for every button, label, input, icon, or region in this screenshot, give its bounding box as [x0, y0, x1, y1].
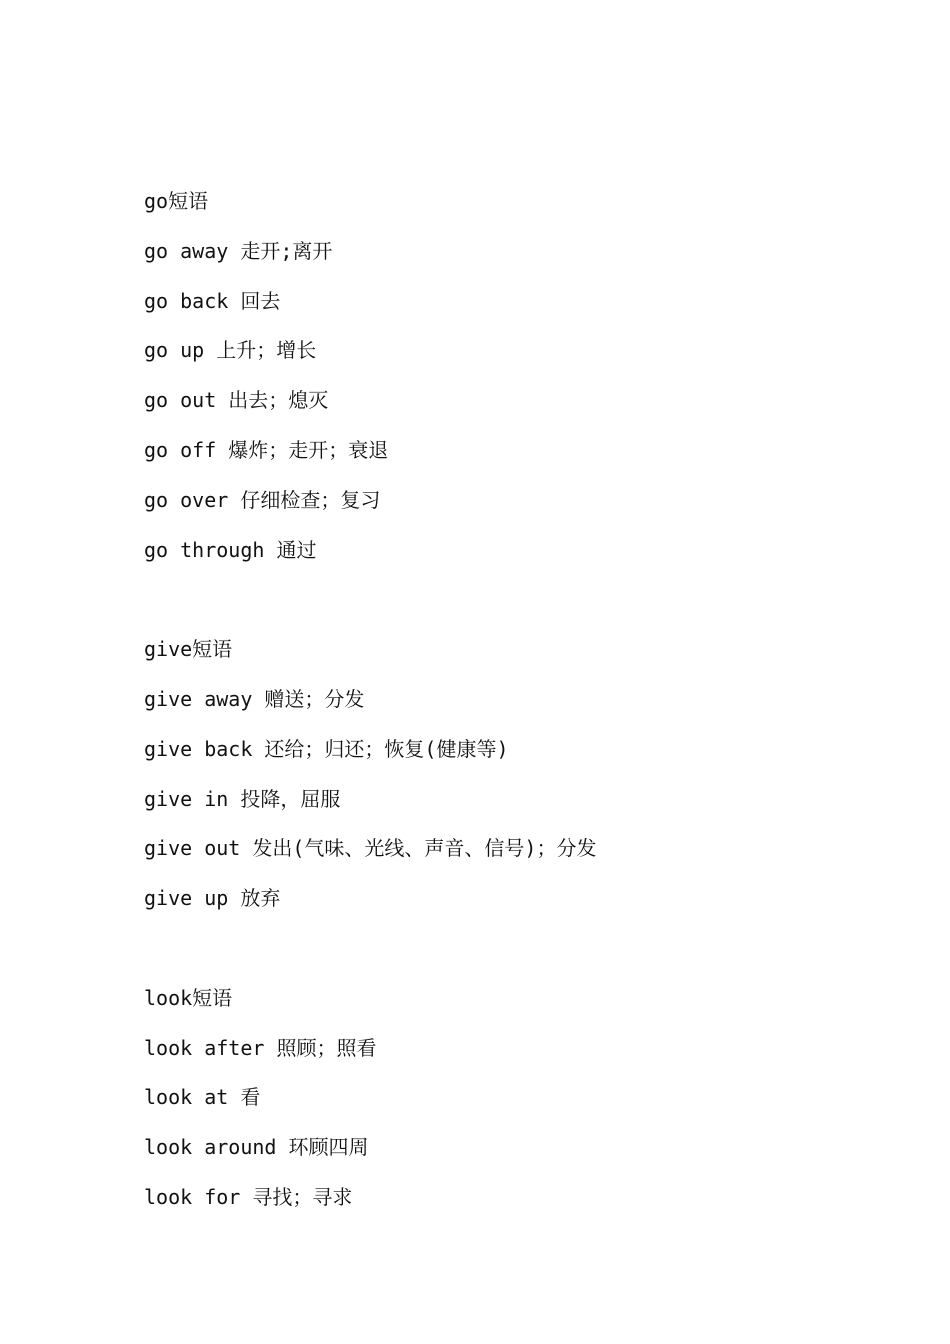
phrase-go-away: go away 走开;离开: [144, 238, 333, 263]
phrase-give-in: give in 投降，屈服: [144, 786, 341, 811]
section-spacer: [144, 579, 904, 629]
phrase-look-around: look around 环顾四周: [144, 1135, 369, 1160]
phrase-look-at: look at 看: [144, 1085, 261, 1110]
phrase-give-out: give out 发出(气味、光线、声音、信号)；分发: [144, 836, 597, 861]
section-heading-give: give短语: [144, 637, 233, 662]
phrase-go-back: go back 回去: [144, 288, 281, 313]
phrase-go-through: go through 通过: [144, 537, 317, 562]
phrase-look-for: look for 寻找；寻求: [144, 1184, 353, 1209]
phrase-go-over: go over 仔细检查；复习: [144, 487, 381, 512]
phrase-give-up: give up 放弃: [144, 886, 281, 911]
phrase-go-off: go off 爆炸；走开；衰退: [144, 437, 389, 462]
phrase-give-away: give away 赠送；分发: [144, 686, 365, 711]
section-spacer: [144, 928, 904, 978]
phrase-go-up: go up 上升；增长: [144, 338, 317, 363]
section-heading-look: look短语: [144, 985, 233, 1010]
phrase-give-back: give back 还给；归还；恢复(健康等): [144, 736, 509, 761]
section-heading-go: go短语: [144, 189, 209, 213]
document-body: [144, 181, 904, 1227]
phrase-look-after: look after 照顾；照看: [144, 1035, 377, 1060]
phrase-go-out: go out 出去；熄灭: [144, 388, 329, 413]
